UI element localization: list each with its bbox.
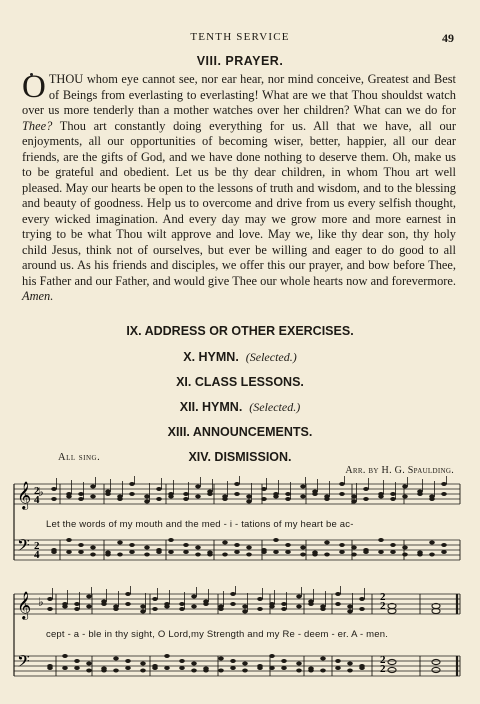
notehead bbox=[390, 492, 396, 496]
notehead bbox=[125, 666, 131, 670]
notehead bbox=[441, 543, 447, 547]
notehead bbox=[246, 553, 252, 557]
notehead bbox=[429, 497, 435, 501]
lyrics-line-2: cept - a - ble in thy sight, O Lord,my Strength and my Re - deem - er. A - men. bbox=[46, 629, 389, 640]
notehead bbox=[359, 666, 365, 670]
notehead bbox=[246, 500, 252, 504]
notehead bbox=[168, 495, 174, 499]
notehead bbox=[195, 553, 201, 557]
notehead bbox=[300, 485, 306, 489]
notehead bbox=[285, 497, 291, 501]
notehead bbox=[339, 482, 345, 486]
notehead bbox=[117, 541, 123, 545]
notehead bbox=[62, 666, 68, 670]
notehead bbox=[156, 497, 162, 501]
notehead bbox=[129, 482, 135, 486]
notehead bbox=[335, 592, 341, 596]
system-2-time-signature-top: 2 bbox=[380, 591, 386, 603]
notehead bbox=[347, 605, 353, 609]
notehead bbox=[218, 657, 224, 661]
whole-note bbox=[432, 667, 440, 672]
bass-time-signature-bottom: 4 bbox=[34, 549, 40, 561]
order-item-ix: IX. ADDRESS OR OTHER EXERCISES. bbox=[126, 324, 354, 338]
notehead bbox=[144, 546, 150, 550]
notehead bbox=[113, 669, 119, 673]
notehead bbox=[324, 553, 330, 557]
notehead bbox=[273, 550, 279, 554]
notehead bbox=[285, 543, 291, 547]
notehead bbox=[335, 659, 341, 663]
bass-clef-icon: 𝄢 bbox=[17, 535, 30, 559]
notehead bbox=[320, 607, 326, 611]
notehead bbox=[129, 492, 135, 496]
notehead bbox=[351, 553, 357, 557]
whole-note bbox=[432, 659, 440, 664]
prayer-text-part-1: THOU whom eye cannot see, nor ear hear, nor mind conceive, Greatest and Best of Beings from everlasting to everlasting! What are we that Thou shouldst watch over us more tenderly than a mother watches over her children? What can we do for bbox=[22, 72, 456, 117]
notehead bbox=[269, 666, 275, 670]
notehead bbox=[300, 495, 306, 499]
notehead bbox=[140, 662, 146, 666]
notehead bbox=[66, 550, 72, 554]
notehead bbox=[347, 662, 353, 666]
notehead bbox=[234, 482, 240, 486]
notehead bbox=[156, 487, 162, 491]
time-signature-top: 2 bbox=[34, 485, 40, 497]
notehead bbox=[86, 669, 92, 673]
notehead bbox=[195, 485, 201, 489]
notehead bbox=[168, 550, 174, 554]
notehead bbox=[402, 553, 408, 557]
note-heads bbox=[47, 476, 447, 673]
notehead bbox=[320, 669, 326, 673]
notehead bbox=[222, 497, 228, 501]
notehead bbox=[281, 607, 287, 611]
notehead bbox=[324, 497, 330, 501]
notehead bbox=[230, 602, 236, 606]
order-item-xiv: XIV. DISMISSION. bbox=[188, 450, 292, 464]
system-2-bass-time-signature-top: 2 bbox=[380, 654, 386, 666]
prayer-amen: Amen. bbox=[22, 289, 54, 303]
order-item-xii-note: (Selected.) bbox=[249, 400, 301, 414]
notehead bbox=[207, 492, 213, 496]
notehead bbox=[246, 495, 252, 499]
order-item-xiii: XIII. ANNOUNCEMENTS. bbox=[167, 425, 313, 439]
notehead bbox=[273, 495, 279, 499]
notehead bbox=[183, 543, 189, 547]
notehead bbox=[324, 541, 330, 545]
notehead bbox=[347, 610, 353, 614]
notehead bbox=[191, 595, 197, 599]
notehead bbox=[429, 541, 435, 545]
notehead bbox=[242, 669, 248, 673]
notehead bbox=[234, 550, 240, 554]
notehead bbox=[441, 482, 447, 486]
notehead bbox=[195, 546, 201, 550]
notehead bbox=[86, 605, 92, 609]
treble-clef-icon: 𝄞 bbox=[17, 591, 32, 619]
notehead bbox=[417, 492, 423, 496]
notehead bbox=[74, 607, 80, 611]
notehead bbox=[222, 553, 228, 557]
notehead bbox=[90, 495, 96, 499]
notehead bbox=[351, 500, 357, 504]
notehead bbox=[351, 546, 357, 550]
notehead bbox=[47, 597, 53, 601]
notehead bbox=[296, 595, 302, 599]
notehead bbox=[191, 605, 197, 609]
notehead bbox=[363, 550, 369, 554]
notehead bbox=[156, 550, 162, 554]
notehead bbox=[230, 666, 236, 670]
notehead bbox=[339, 492, 345, 496]
notehead bbox=[261, 487, 267, 491]
notehead bbox=[300, 553, 306, 557]
notehead bbox=[74, 666, 80, 670]
notehead bbox=[339, 550, 345, 554]
notehead bbox=[152, 666, 158, 670]
notehead bbox=[339, 543, 345, 547]
notehead bbox=[296, 662, 302, 666]
notehead bbox=[320, 657, 326, 661]
notehead bbox=[363, 497, 369, 501]
notehead bbox=[281, 659, 287, 663]
notehead bbox=[90, 546, 96, 550]
notehead bbox=[335, 602, 341, 606]
notehead bbox=[285, 492, 291, 496]
notehead bbox=[390, 497, 396, 501]
notehead bbox=[125, 659, 131, 663]
notehead bbox=[86, 662, 92, 666]
notehead bbox=[90, 553, 96, 557]
bass-clef-icon: 𝄢 bbox=[17, 651, 30, 675]
notehead bbox=[101, 669, 107, 673]
notehead bbox=[218, 607, 224, 611]
notehead bbox=[51, 550, 57, 554]
notehead bbox=[125, 602, 131, 606]
notehead bbox=[296, 605, 302, 609]
notehead bbox=[417, 553, 423, 557]
notehead bbox=[359, 597, 365, 601]
notehead bbox=[261, 497, 267, 501]
notehead bbox=[261, 550, 267, 554]
notehead bbox=[203, 602, 209, 606]
notehead bbox=[117, 553, 123, 557]
notehead bbox=[234, 492, 240, 496]
notehead bbox=[296, 669, 302, 673]
notehead bbox=[90, 485, 96, 489]
notehead bbox=[230, 659, 236, 663]
notehead bbox=[242, 610, 248, 614]
notehead bbox=[335, 666, 341, 670]
notehead bbox=[441, 550, 447, 554]
notehead bbox=[300, 546, 306, 550]
order-item-xii-label: XII. HYMN. bbox=[179, 400, 243, 414]
notehead bbox=[429, 553, 435, 557]
notehead bbox=[273, 538, 279, 542]
notehead bbox=[269, 605, 275, 609]
prayer-heading: VIII. PRAYER. bbox=[196, 54, 284, 68]
notehead bbox=[66, 495, 72, 499]
notehead bbox=[66, 538, 72, 542]
notehead bbox=[402, 485, 408, 489]
notehead bbox=[62, 654, 68, 658]
notehead bbox=[117, 497, 123, 501]
notehead bbox=[140, 669, 146, 673]
notehead bbox=[242, 662, 248, 666]
flat-icon: ♭ bbox=[38, 485, 44, 499]
notehead bbox=[179, 659, 185, 663]
notehead bbox=[203, 669, 209, 673]
notehead bbox=[113, 607, 119, 611]
prayer-thee: Thee? bbox=[22, 118, 53, 133]
notehead bbox=[281, 602, 287, 606]
time-signature-bottom: 4 bbox=[34, 494, 40, 506]
notehead bbox=[74, 602, 80, 606]
notehead bbox=[269, 654, 275, 658]
notehead bbox=[78, 497, 84, 501]
notehead bbox=[47, 607, 53, 611]
notehead bbox=[222, 541, 228, 545]
notehead bbox=[312, 553, 318, 557]
notehead bbox=[378, 550, 384, 554]
notehead bbox=[183, 492, 189, 496]
notehead bbox=[234, 543, 240, 547]
notehead bbox=[281, 666, 287, 670]
drop-cap: O bbox=[22, 69, 46, 105]
notehead bbox=[140, 605, 146, 609]
system-2-bass-time-signature-bottom: 2 bbox=[380, 663, 386, 675]
notehead bbox=[183, 497, 189, 501]
notehead bbox=[242, 605, 248, 609]
notehead bbox=[78, 492, 84, 496]
notehead bbox=[207, 553, 213, 557]
page-number: 49 bbox=[442, 31, 454, 45]
system-2-time-signature-bottom: 2 bbox=[380, 600, 386, 612]
notehead bbox=[179, 666, 185, 670]
notehead bbox=[164, 666, 170, 670]
notehead bbox=[363, 487, 369, 491]
notehead bbox=[179, 602, 185, 606]
notehead bbox=[144, 500, 150, 504]
notehead bbox=[195, 495, 201, 499]
notehead bbox=[347, 669, 353, 673]
notehead bbox=[402, 546, 408, 550]
notehead bbox=[51, 497, 57, 501]
notehead bbox=[51, 487, 57, 491]
notehead bbox=[312, 492, 318, 496]
order-item-x-note: (Selected.) bbox=[245, 350, 297, 364]
order-item-x-label: X. HYMN. bbox=[183, 350, 239, 364]
notehead bbox=[152, 597, 158, 601]
notehead bbox=[164, 605, 170, 609]
prayer-text-part-2: Thou art constantly doing everything for us. All that we have, all our enjoyments, all our opportunities of becoming wiser, better, happier, all our dear friends, are the gifts of God, and we have done nothing to deserve them. Oh, make us to be grateful and obedient. Let us be thy dear children, in whom Thou art well pleased. May our hearts be open to the lessons of truth and wisdom, and to the blessing and beauty of goodness. Help us to overcome and drive from us every selfish thought, every wicked imagination. And every day may we grow more and more earnest in trying to be what Thou wilt approve and love. May we, like thy dear son, thy holy child Jesus, think not of ourselves, but ever be willing and eager to do good to all around us. As his friends and disciples, we offer this our prayer, and bow before Thee, his Father and our Father, and would give Thee our whole hearts now and forevermore. bbox=[22, 118, 456, 288]
notehead bbox=[129, 543, 135, 547]
whole-note bbox=[388, 659, 396, 664]
notehead bbox=[183, 550, 189, 554]
notehead bbox=[105, 553, 111, 557]
notehead bbox=[101, 602, 107, 606]
notehead bbox=[47, 666, 53, 670]
flat-icon: ♭ bbox=[38, 595, 44, 609]
notehead bbox=[378, 495, 384, 499]
arranger-credit: Arr. by H. G. Spaulding. bbox=[345, 465, 454, 476]
notehead bbox=[390, 550, 396, 554]
notehead bbox=[125, 592, 131, 596]
notehead bbox=[179, 607, 185, 611]
notehead bbox=[351, 495, 357, 499]
running-title: TENTH SERVICE bbox=[190, 31, 290, 43]
notehead bbox=[74, 659, 80, 663]
notehead bbox=[441, 492, 447, 496]
whole-note bbox=[388, 667, 396, 672]
notehead bbox=[378, 538, 384, 542]
notehead bbox=[105, 492, 111, 496]
notehead bbox=[140, 610, 146, 614]
notehead bbox=[168, 538, 174, 542]
notehead bbox=[78, 550, 84, 554]
notehead bbox=[62, 605, 68, 609]
order-item-xi: XI. CLASS LESSONS. bbox=[176, 375, 304, 389]
notehead bbox=[230, 592, 236, 596]
notehead bbox=[144, 495, 150, 499]
notehead bbox=[218, 669, 224, 673]
notehead bbox=[78, 543, 84, 547]
all-sing-direction: All sing. bbox=[58, 452, 101, 463]
notehead bbox=[257, 666, 263, 670]
notehead bbox=[129, 550, 135, 554]
notehead bbox=[152, 607, 158, 611]
notehead bbox=[191, 669, 197, 673]
notehead bbox=[86, 595, 92, 599]
notehead bbox=[308, 669, 314, 673]
notehead bbox=[257, 607, 263, 611]
notehead bbox=[359, 607, 365, 611]
notehead bbox=[257, 597, 263, 601]
bass-time-signature-top: 2 bbox=[34, 540, 40, 552]
notehead bbox=[308, 602, 314, 606]
notehead bbox=[402, 495, 408, 499]
notehead bbox=[246, 546, 252, 550]
notehead bbox=[191, 662, 197, 666]
notehead bbox=[144, 553, 150, 557]
treble-clef-icon: 𝄞 bbox=[17, 481, 32, 509]
staff-lines bbox=[14, 481, 460, 676]
notehead bbox=[113, 657, 119, 661]
notehead bbox=[164, 654, 170, 658]
lyrics-line-1: Let the words of my mouth and the med - i - tations of my heart be ac- bbox=[46, 519, 354, 530]
notehead bbox=[285, 550, 291, 554]
notehead bbox=[390, 543, 396, 547]
